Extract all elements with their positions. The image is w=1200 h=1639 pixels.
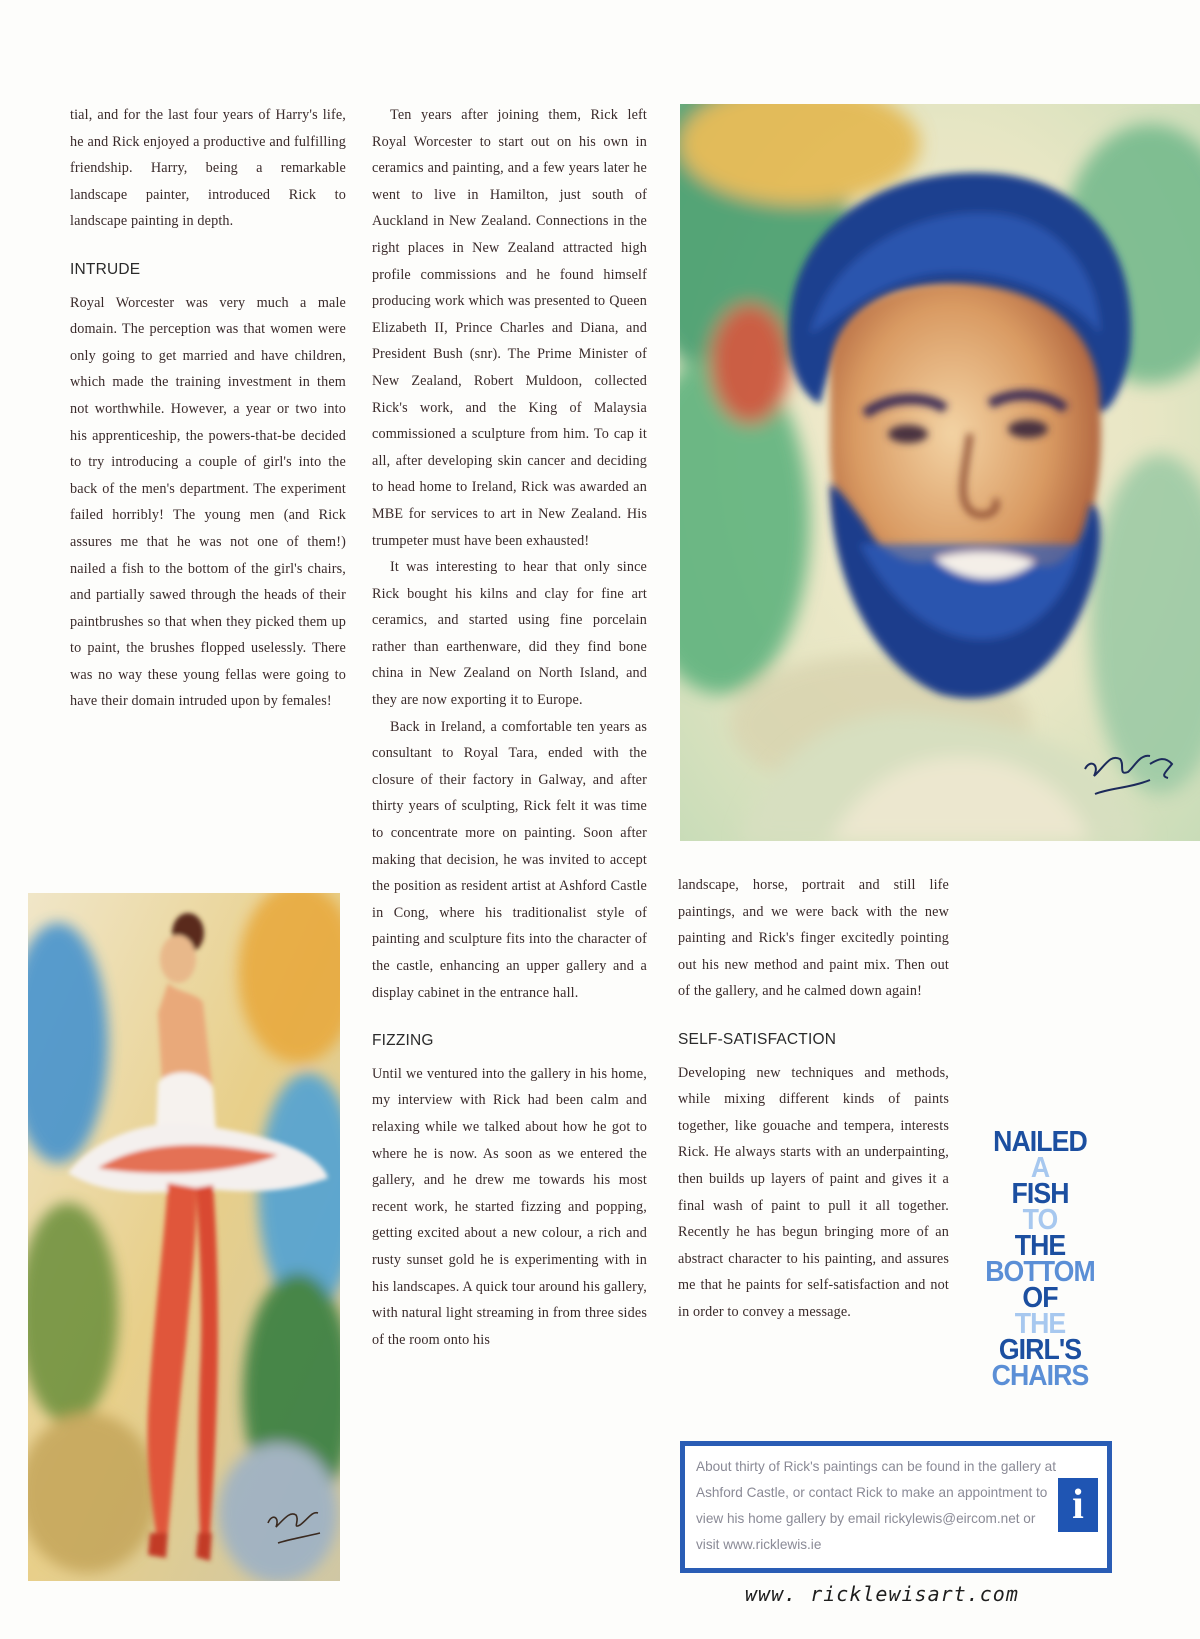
portrait-painting bbox=[680, 104, 1200, 841]
paragraph-bone-china: It was interesting to hear that only since Rick bought his kilns and clay for fine art ceramics, and started using fine porcelain rather than earthenware, did they find bone china in New Zealand on North Island, and they are now exporting it to Europe. bbox=[372, 559, 647, 709]
footer-website-url[interactable]: www. ricklewisart.com bbox=[745, 1582, 1019, 1606]
info-icon: i bbox=[1058, 1478, 1098, 1532]
article-column-1 bbox=[70, 102, 346, 715]
pull-quote-word: GIRL'S bbox=[998, 1334, 1082, 1366]
pull-quote-word: A bbox=[1030, 1152, 1050, 1184]
pull-quote-word: OF bbox=[1022, 1282, 1058, 1314]
pull-quote-word: THE bbox=[1014, 1230, 1066, 1262]
ballerina-painting bbox=[28, 893, 340, 1581]
pull-quote-word: BOTTOM bbox=[985, 1256, 1095, 1288]
paragraph-gallery-tour: landscape, horse, portrait and still life paintings, and we were back with the new painting and Rick's finger excitedly pointing out his new method and paint mix. Then out of the gallery, and he calmed down again! bbox=[678, 877, 949, 1000]
heading-fizzing: FIZZING bbox=[372, 1032, 434, 1050]
article-column-3 bbox=[678, 872, 949, 1326]
pull-quote-word: CHAIRS bbox=[991, 1360, 1089, 1392]
info-box-text: About thirty of Rick's paintings can be found in the gallery at Ashford Castle, or contact Rick to make an appointment to view his home gallery by email rickylewis@eircom.net or visit www.ricklewis.ie bbox=[696, 1459, 1057, 1552]
article-column-2 bbox=[372, 102, 647, 1353]
paragraph-intro: tial, and for the last four years of Harry's life, he and Rick enjoyed a productive and fulfilling friendship. Harry, being a remarkable landscape painter, introduced Rick to landscape painting in depth. bbox=[70, 107, 346, 230]
pull-quote-word: FISH bbox=[1011, 1178, 1069, 1210]
paragraph-fizzing: Until we ventured into the gallery in his home, my interview with Rick had been calm and relaxing while we talked about how he got to where he is now. As soon as we entered the gallery, and he drew me towards his most recent work, he started fizzing and popping, getting excited about a new colour, a rich and rusty sunset gold he is experimenting with in his landscapes. A quick tour around his gallery, with natural light streaming in from three sides of the room onto his bbox=[372, 1065, 647, 1348]
pull-quote-word: NAILED bbox=[993, 1126, 1087, 1158]
paragraph-intrude: Royal Worcester was very much a male domain. The perception was that women were only going to get married and have children, which made the training investment in them not worthwhile. However, a year or two into his apprenticeship, the powers-that-be decided to try introducing a couple of girl's into the back of the men's department. The experiment failed horribly! The young men (and Rick assures me that he was not one of them!) nailed a fish to the bottom of the girl's chairs, and partially sawed through the heads of their paintbrushes so that when they picked them up to paint, the brushes flopped uselessly. There was no way these young fellas were going to have their domain intruded upon by females! bbox=[70, 294, 346, 710]
paragraph-self-satisfaction: Developing new techniques and methods, while mixing different kinds of paints together, like gouache and tempera, interests Rick. He always starts with an underpainting, then builds up layers of paint and gives it a final wash of paint to pull it all together. Recently he has begun bringing more of an abstract character to his painting, and assures me that he paints for self-satisfaction and not in order to convey a message. bbox=[678, 1064, 949, 1320]
heading-self-satisfaction: SELF-SATISFACTION bbox=[678, 1030, 837, 1048]
paragraph-new-zealand: Ten years after joining them, Rick left Royal Worcester to start out on his own in ceramics and painting, and a few years later he went to live in Hamilton, just south of Auckland in New Zealand. Connections in the right places in New Zealand attracted high profile commissions and he found himself producing work which was presented to Queen Elizabeth II, Prince Charles and Diana, and President Bush (snr). The Prime Minister of New Zealand, Robert Muldoon, collected Rick's work, and the King of Malaysia commissioned a sculpture from him. To cap it all, after developing skin cancer and deciding to head home to Ireland, Rick was awarded an MBE for services to art in New Zealand. His trumpeter must have been exhausted! bbox=[372, 107, 647, 549]
ballerina-painting-image bbox=[28, 893, 340, 1581]
heading-intrude: INTRUDE bbox=[70, 260, 141, 278]
info-box bbox=[680, 1441, 1112, 1573]
pull-quote-word: THE bbox=[1014, 1308, 1066, 1340]
pull-quote-word: TO bbox=[1022, 1204, 1058, 1236]
portrait-painting-image bbox=[680, 104, 1200, 841]
pull-quote bbox=[975, 1126, 1105, 1392]
paragraph-ireland: Back in Ireland, a comfortable ten years as consultant to Royal Tara, ended with the closure of their factory in Galway, and after thirty years of sculpting, Rick felt it was time to concentrate more on painting. Soon after making that decision, he was invited to accept the position as resident artist at Ashford Castle in Cong, where his traditionalist style of painting and sculpture fits into the character of the castle, enhancing an upper gallery and a display cabinet in the entrance hall. bbox=[372, 718, 647, 1001]
